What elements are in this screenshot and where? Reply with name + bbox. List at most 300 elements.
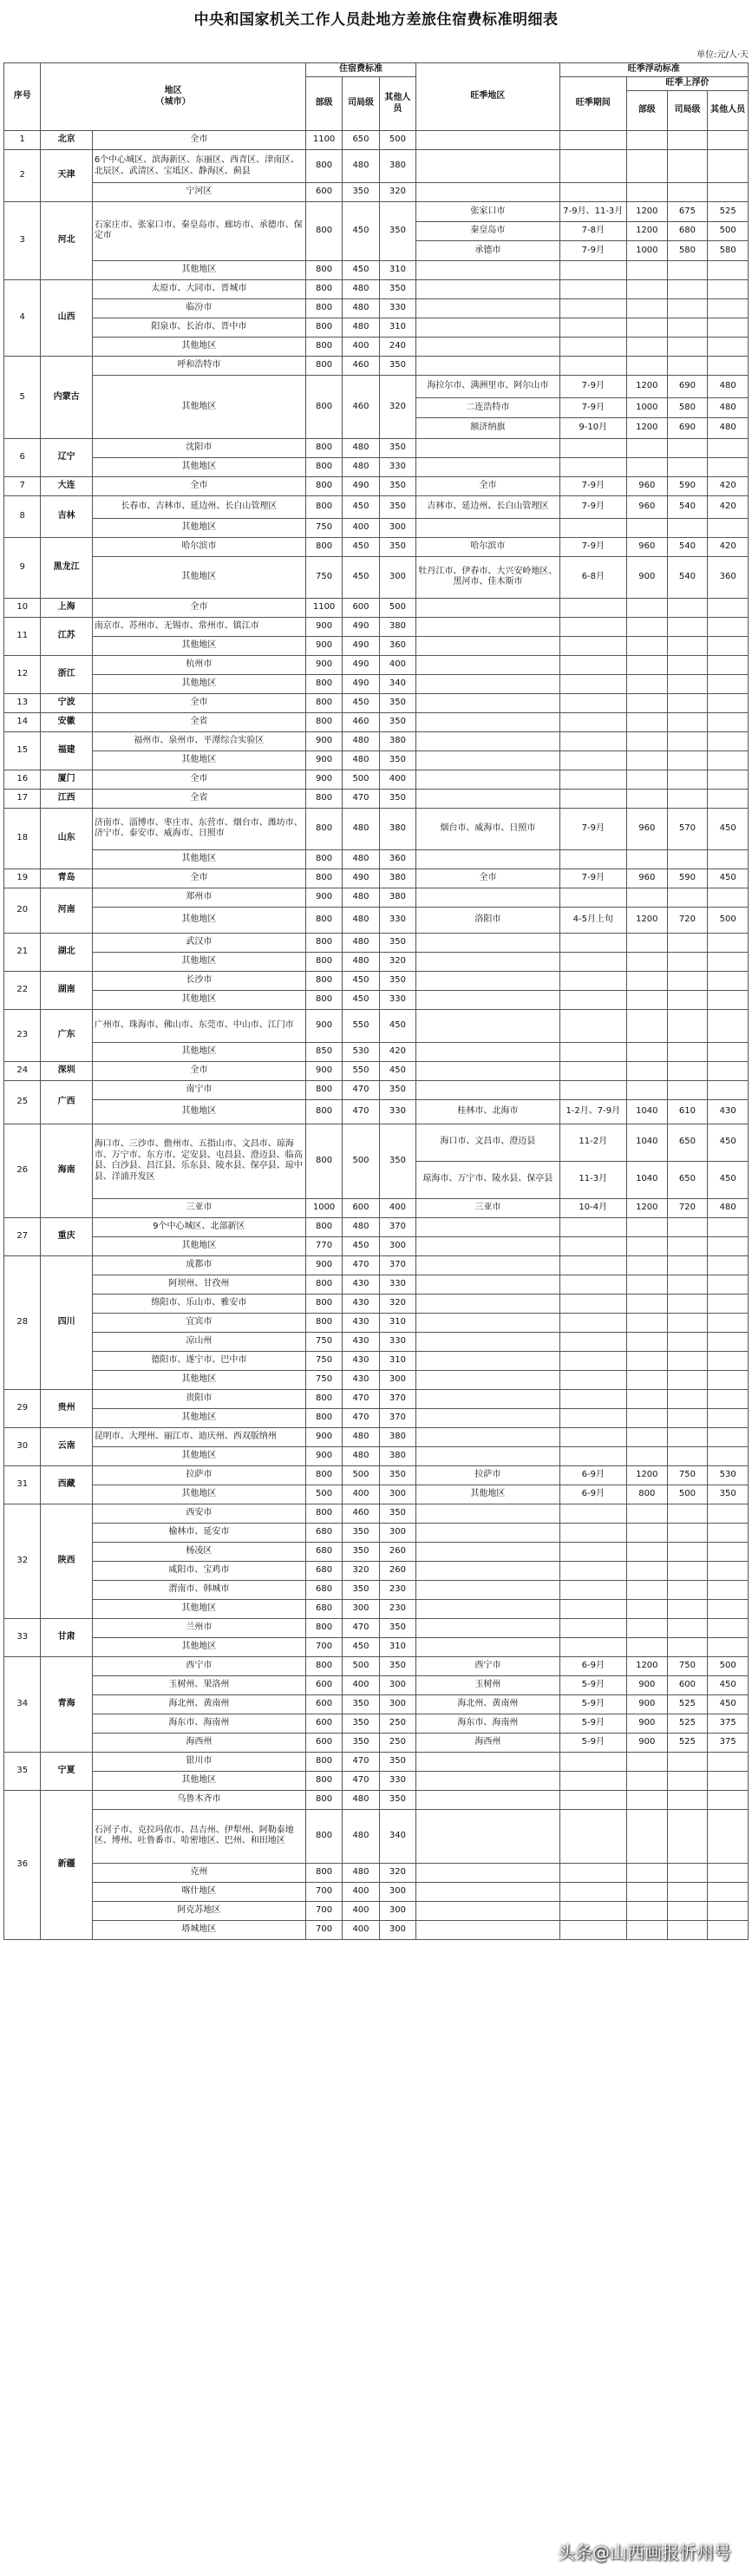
std-bureau: 400 (343, 1901, 379, 1920)
city-cell: 其他地区 (92, 1236, 305, 1255)
city-cell: 全市 (92, 598, 305, 617)
p-dept (626, 849, 667, 868)
row-no: 25 (4, 1080, 41, 1124)
p-dept: 900 (626, 1694, 667, 1714)
std-dept: 800 (305, 1313, 342, 1332)
table-row (4, 617, 749, 636)
p-bureau (667, 1389, 708, 1408)
p-dept: 960 (626, 495, 667, 518)
std-dept: 800 (305, 971, 342, 990)
p-bureau (667, 1920, 708, 1939)
row-no: 3 (4, 202, 41, 280)
p-dept (626, 712, 667, 731)
p-other (708, 1042, 749, 1061)
p-other (708, 1504, 749, 1523)
p-bureau: 570 (667, 808, 708, 849)
p-dept (626, 1790, 667, 1809)
std-dept: 700 (305, 1901, 342, 1920)
peak-area (416, 457, 559, 476)
city-cell: 福州市、泉州市、平潭综合实验区 (92, 731, 305, 751)
table-row (4, 1523, 749, 1542)
p-dept (626, 150, 667, 183)
city-cell: 武汉市 (92, 933, 305, 952)
table-row (4, 808, 749, 849)
std-other: 300 (379, 518, 415, 537)
p-bureau (667, 1771, 708, 1790)
peak-period (559, 751, 626, 770)
peak-area (416, 655, 559, 674)
table-row (4, 1275, 749, 1294)
std-bureau: 490 (343, 476, 379, 495)
table-row (4, 712, 749, 731)
p-bureau (667, 952, 708, 971)
peak-area: 桂林市、北海市 (416, 1099, 559, 1124)
table-row (4, 1255, 749, 1275)
city-cell: 全市 (92, 1061, 305, 1080)
peak-period: 10-4月 (559, 1198, 626, 1217)
std-dept: 750 (305, 1351, 342, 1370)
peak-period: 5-9月 (559, 1675, 626, 1694)
peak-area (416, 789, 559, 808)
std-other: 500 (379, 598, 415, 617)
province-name: 河北 (41, 202, 92, 280)
city-cell: 杨凌区 (92, 1542, 305, 1561)
std-other: 340 (379, 1809, 415, 1863)
p-bureau: 590 (667, 476, 708, 495)
row-no: 8 (4, 495, 41, 537)
std-other: 350 (379, 1124, 415, 1198)
peak-area (416, 1236, 559, 1255)
peak-period (559, 1504, 626, 1523)
p-bureau (667, 693, 708, 712)
table-row (4, 598, 749, 617)
peak-area (416, 770, 559, 789)
province-name: 浙江 (41, 655, 92, 693)
p-bureau (667, 518, 708, 537)
table-row (4, 1675, 749, 1694)
peak-period (559, 712, 626, 731)
peak-area (416, 438, 559, 457)
std-dept: 800 (305, 476, 342, 495)
city-cell: 其他地区 (92, 1771, 305, 1790)
peak-area (416, 933, 559, 952)
std-dept: 700 (305, 1882, 342, 1901)
p-bureau: 750 (667, 1656, 708, 1675)
row-no: 21 (4, 933, 41, 971)
peak-period (559, 518, 626, 537)
peak-area (416, 1294, 559, 1313)
p-dept: 960 (626, 537, 667, 556)
row-no: 17 (4, 789, 41, 808)
std-dept: 1100 (305, 598, 342, 617)
peak-area (416, 260, 559, 279)
p-other (708, 1275, 749, 1294)
peak-area (416, 1863, 559, 1882)
table-row (4, 1580, 749, 1599)
std-bureau: 450 (343, 556, 379, 598)
std-bureau: 450 (343, 1236, 379, 1255)
std-other: 350 (379, 751, 415, 770)
std-dept: 800 (305, 674, 342, 693)
p-dept (626, 438, 667, 457)
std-dept: 800 (305, 1771, 342, 1790)
table-row (4, 888, 749, 907)
p-bureau: 680 (667, 221, 708, 241)
std-dept: 680 (305, 1599, 342, 1618)
std-bureau: 400 (343, 1882, 379, 1901)
p-dept (626, 1389, 667, 1408)
p-bureau (667, 1370, 708, 1389)
peak-area (416, 183, 559, 202)
header-peak-float: 旺季浮动标准 (559, 63, 748, 77)
std-other: 450 (379, 1061, 415, 1080)
std-dept: 800 (305, 1863, 342, 1882)
peak-period (559, 150, 626, 183)
province-name: 安徽 (41, 712, 92, 731)
p-bureau: 580 (667, 397, 708, 417)
std-bureau: 480 (343, 1217, 379, 1236)
std-bureau: 480 (343, 457, 379, 476)
std-dept: 800 (305, 375, 342, 438)
peak-period (559, 655, 626, 674)
p-bureau (667, 1901, 708, 1920)
p-other (708, 1236, 749, 1255)
std-bureau: 480 (343, 888, 379, 907)
peak-period (559, 1042, 626, 1061)
peak-area (416, 1771, 559, 1790)
peak-area (416, 1809, 559, 1863)
p-other (708, 457, 749, 476)
std-bureau: 430 (343, 1370, 379, 1389)
peak-area (416, 1332, 559, 1351)
p-other (708, 1561, 749, 1580)
std-dept: 750 (305, 518, 342, 537)
header-std: 住宿费标准 (305, 63, 415, 77)
std-bureau: 470 (343, 1255, 379, 1275)
province-name: 广东 (41, 1009, 92, 1061)
std-dept: 800 (305, 907, 342, 933)
p-bureau: 675 (667, 202, 708, 222)
city-cell: 杭州市 (92, 655, 305, 674)
std-other: 300 (379, 556, 415, 598)
std-other: 350 (379, 789, 415, 808)
std-dept: 900 (305, 888, 342, 907)
province-name: 海南 (41, 1124, 92, 1217)
std-bureau: 460 (343, 1504, 379, 1523)
std-bureau: 550 (343, 1009, 379, 1042)
std-other: 380 (379, 808, 415, 849)
province-name: 四川 (41, 1255, 92, 1389)
p-other: 500 (708, 1656, 749, 1675)
p-dept (626, 674, 667, 693)
city-cell: 阿坝州、甘孜州 (92, 1275, 305, 1294)
peak-area (416, 337, 559, 356)
peak-period (559, 1332, 626, 1351)
std-dept: 800 (305, 693, 342, 712)
p-other: 450 (708, 1694, 749, 1714)
row-no: 16 (4, 770, 41, 789)
row-no: 13 (4, 693, 41, 712)
peak-area (416, 1901, 559, 1920)
p-other (708, 1217, 749, 1236)
p-bureau (667, 1009, 708, 1042)
city-cell: 海西州 (92, 1733, 305, 1752)
p-dept: 800 (626, 1485, 667, 1504)
table-row (4, 1370, 749, 1389)
city-cell: 其他地区 (92, 260, 305, 279)
peak-period: 6-8月 (559, 556, 626, 598)
peak-area: 张家口市 (416, 202, 559, 222)
std-other: 300 (379, 1882, 415, 1901)
std-dept: 1100 (305, 131, 342, 150)
std-dept: 700 (305, 1920, 342, 1939)
p-other (708, 751, 749, 770)
table-row (4, 476, 749, 495)
p-dept (626, 260, 667, 279)
table-row (4, 868, 749, 888)
std-other: 320 (379, 1294, 415, 1313)
peak-period: 4-5月上旬 (559, 907, 626, 933)
peak-period (559, 1580, 626, 1599)
city-cell: 济南市、淄博市、枣庄市、东营市、烟台市、潍坊市、济宁市、泰安市、威海市、日照市 (92, 808, 305, 849)
p-bureau (667, 1809, 708, 1863)
city-cell: 其他地区 (92, 751, 305, 770)
row-no: 29 (4, 1389, 41, 1427)
std-dept: 750 (305, 1370, 342, 1389)
city-cell: 全市 (92, 476, 305, 495)
table-row (4, 770, 749, 789)
p-dept (626, 298, 667, 318)
p-dept (626, 888, 667, 907)
std-dept: 800 (305, 789, 342, 808)
table-row (4, 990, 749, 1009)
peak-area (416, 1599, 559, 1618)
std-bureau: 480 (343, 150, 379, 183)
province-name: 云南 (41, 1427, 92, 1465)
peak-period (559, 990, 626, 1009)
std-dept: 800 (305, 1618, 342, 1637)
p-dept: 900 (626, 1675, 667, 1694)
p-dept (626, 518, 667, 537)
std-other: 360 (379, 849, 415, 868)
p-other: 525 (708, 202, 749, 222)
std-bureau: 470 (343, 1080, 379, 1099)
p-other: 480 (708, 397, 749, 417)
std-other: 350 (379, 1504, 415, 1523)
peak-area (416, 356, 559, 375)
std-dept: 900 (305, 655, 342, 674)
province-name: 厦门 (41, 770, 92, 789)
peak-period (559, 1427, 626, 1446)
p-bureau (667, 1313, 708, 1332)
row-no: 28 (4, 1255, 41, 1389)
p-other (708, 298, 749, 318)
city-cell: 其他地区 (92, 375, 305, 438)
peak-area (416, 1618, 559, 1637)
peak-period (559, 849, 626, 868)
table-row (4, 1733, 749, 1752)
p-other (708, 1370, 749, 1389)
std-bureau: 350 (343, 1542, 379, 1561)
std-other: 300 (379, 1694, 415, 1714)
p-dept (626, 1637, 667, 1656)
p-bureau (667, 751, 708, 770)
std-bureau: 430 (343, 1313, 379, 1332)
std-other: 330 (379, 457, 415, 476)
peak-period: 1-2月、7-9月 (559, 1099, 626, 1124)
city-cell: 榆林市、延安市 (92, 1523, 305, 1542)
province-name: 山西 (41, 279, 92, 356)
row-no: 26 (4, 1124, 41, 1217)
header-peak-other: 其他人员 (708, 91, 749, 131)
peak-period (559, 1561, 626, 1580)
p-other (708, 617, 749, 636)
std-other: 350 (379, 1656, 415, 1675)
peak-area: 其他地区 (416, 1485, 559, 1504)
p-other (708, 674, 749, 693)
city-cell: 其他地区 (92, 1408, 305, 1427)
std-dept: 900 (305, 1255, 342, 1275)
peak-period (559, 933, 626, 952)
p-dept (626, 1061, 667, 1080)
table-row (4, 1694, 749, 1714)
p-bureau (667, 150, 708, 183)
std-dept: 800 (305, 1504, 342, 1523)
city-cell: 拉萨市 (92, 1465, 305, 1485)
table-row (4, 1042, 749, 1061)
p-bureau (667, 337, 708, 356)
p-bureau: 525 (667, 1733, 708, 1752)
p-other: 450 (708, 868, 749, 888)
p-bureau: 650 (667, 1124, 708, 1161)
p-other (708, 1637, 749, 1656)
header-peak-up: 旺季上浮价 (626, 77, 748, 91)
p-other (708, 1809, 749, 1863)
peak-period (559, 337, 626, 356)
peak-area (416, 1882, 559, 1901)
p-other: 480 (708, 1198, 749, 1217)
city-cell: 宜宾市 (92, 1313, 305, 1332)
p-dept (626, 1920, 667, 1939)
p-other (708, 1332, 749, 1351)
std-other: 330 (379, 1099, 415, 1124)
province-name: 宁夏 (41, 1752, 92, 1790)
peak-period (559, 674, 626, 693)
peak-area (416, 888, 559, 907)
std-dept: 600 (305, 183, 342, 202)
p-dept (626, 971, 667, 990)
peak-area (416, 1042, 559, 1061)
header-region: 地区 （城市） (41, 63, 305, 131)
peak-area (416, 1275, 559, 1294)
p-other: 375 (708, 1733, 749, 1752)
std-dept: 800 (305, 1809, 342, 1863)
p-other (708, 1523, 749, 1542)
city-cell: 其他地区 (92, 636, 305, 655)
peak-area (416, 1217, 559, 1236)
std-dept: 600 (305, 1694, 342, 1714)
std-bureau: 450 (343, 1637, 379, 1656)
city-cell: 其他地区 (92, 1485, 305, 1504)
province-name: 宁波 (41, 693, 92, 712)
table-row (4, 537, 749, 556)
p-other (708, 1771, 749, 1790)
peak-area (416, 751, 559, 770)
p-bureau (667, 1618, 708, 1637)
peak-area (416, 617, 559, 636)
p-bureau: 690 (667, 418, 708, 438)
row-no: 23 (4, 1009, 41, 1061)
std-other: 330 (379, 298, 415, 318)
peak-period: 11-2月 (559, 1124, 626, 1161)
std-other: 230 (379, 1599, 415, 1618)
p-bureau (667, 1042, 708, 1061)
city-cell: 喀什地区 (92, 1882, 305, 1901)
province-name: 深圳 (41, 1061, 92, 1080)
std-dept: 800 (305, 1389, 342, 1408)
std-bureau: 430 (343, 1332, 379, 1351)
peak-period (559, 1370, 626, 1389)
p-bureau (667, 971, 708, 990)
p-dept (626, 1313, 667, 1332)
std-bureau: 480 (343, 279, 379, 298)
p-other: 430 (708, 1099, 749, 1124)
p-bureau (667, 1542, 708, 1561)
province-name: 陕西 (41, 1504, 92, 1618)
p-other: 450 (708, 808, 749, 849)
std-bureau: 350 (343, 1733, 379, 1752)
std-dept: 800 (305, 808, 342, 849)
table-row (4, 1882, 749, 1901)
city-cell: 三亚市 (92, 1198, 305, 1217)
peak-area (416, 598, 559, 617)
row-no: 1 (4, 131, 41, 150)
p-bureau (667, 260, 708, 279)
std-dept: 750 (305, 1332, 342, 1351)
city-cell: 6个中心城区、滨海新区、东丽区、西青区、津南区、北辰区、武清区、宝坻区、静海区、蓟县 (92, 150, 305, 183)
peak-period (559, 1408, 626, 1427)
std-other: 300 (379, 1675, 415, 1694)
p-other (708, 1920, 749, 1939)
std-bureau: 430 (343, 1275, 379, 1294)
province-name: 山东 (41, 808, 92, 868)
row-no: 31 (4, 1465, 41, 1504)
peak-period (559, 971, 626, 990)
p-other (708, 693, 749, 712)
row-no: 14 (4, 712, 41, 731)
peak-period (559, 1752, 626, 1771)
table-row (4, 556, 749, 598)
std-other: 320 (379, 375, 415, 438)
peak-area (416, 518, 559, 537)
p-other: 420 (708, 495, 749, 518)
peak-area (416, 849, 559, 868)
city-cell: 凉山州 (92, 1332, 305, 1351)
peak-period (559, 1446, 626, 1465)
city-cell: 太原市、大同市、晋城市 (92, 279, 305, 298)
std-bureau: 490 (343, 636, 379, 655)
peak-area: 拉萨市 (416, 1465, 559, 1485)
city-cell: 昆明市、大理州、丽江市、迪庆州、西双版纳州 (92, 1427, 305, 1446)
std-other: 350 (379, 438, 415, 457)
std-dept: 800 (305, 933, 342, 952)
std-bureau: 470 (343, 1752, 379, 1771)
p-dept (626, 990, 667, 1009)
p-other (708, 933, 749, 952)
std-bureau: 480 (343, 1427, 379, 1446)
p-dept: 1000 (626, 241, 667, 261)
peak-area: 承德市 (416, 241, 559, 261)
